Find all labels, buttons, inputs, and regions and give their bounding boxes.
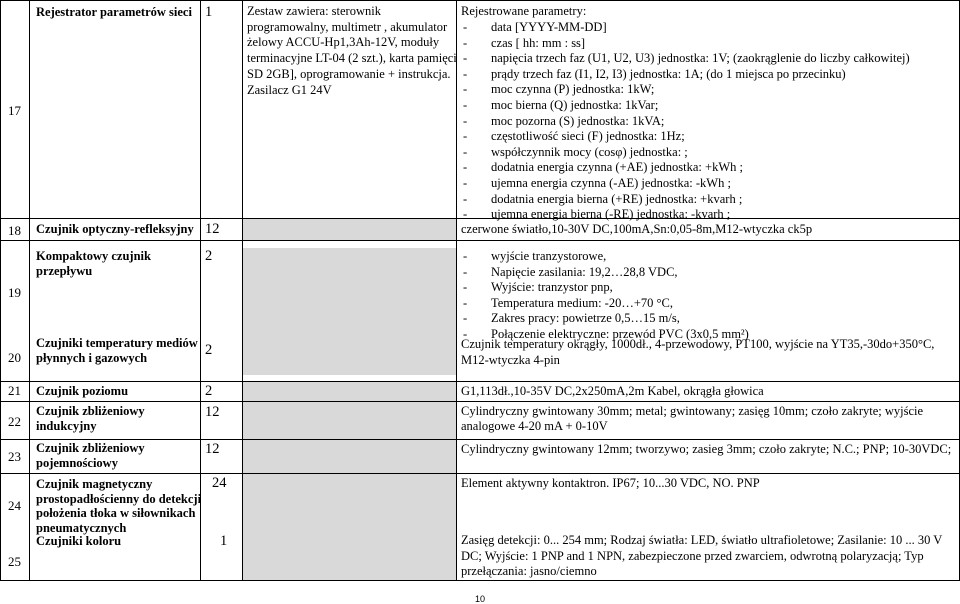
item-name	[36, 441, 145, 471]
shade-row19	[243, 248, 456, 335]
item-quantity: 12	[205, 221, 220, 237]
grid-h21	[0, 381, 960, 382]
item-spec	[461, 404, 923, 434]
row-number: 23	[8, 449, 21, 464]
item-name	[36, 336, 198, 366]
list-item: - prądy trzech faz (I1, I2, I3) jednostka: 1A; (do 1 miejsca po przecinku)	[461, 67, 910, 83]
item-spec: G1,113dł.,10-35V DC,2x250mA,2m Kabel, okrągła głowica	[461, 384, 764, 398]
shade-row24	[243, 473, 456, 531]
list-item: - współczynnik mocy (cosφ) jednostka: ;	[461, 145, 910, 161]
spec-line: M12-wtyczka 4-pin	[461, 353, 560, 367]
item-spec: Element aktywny kontaktron. IP67; 10...30 VDC, NO. PNP	[461, 476, 760, 490]
grid-h23	[0, 439, 960, 440]
spec-line: Cylindryczny gwintowany 30mm; metal; gwintowany; zasięg 10mm; czoło zakryte; wyjście	[461, 404, 924, 418]
grid-bottom	[0, 580, 960, 581]
name-line: pneumatycznych	[36, 520, 127, 535]
kit-line: żelowy ACCU-Hp1,3Ah-12V, moduły	[247, 35, 440, 50]
list-item: - moc czynna (P) jednostka: 1kW;	[461, 82, 910, 98]
row-number: 19	[8, 285, 21, 300]
shade-row23	[243, 439, 456, 473]
row-number: 18	[8, 223, 21, 238]
item-quantity: 2	[205, 248, 213, 264]
grid-v3	[242, 0, 243, 581]
flow-sensor-spec-list	[461, 249, 749, 343]
list-item: - Temperatura medium: -20…+70 °C,	[461, 296, 749, 312]
name-line: pojemnościowy	[36, 456, 118, 470]
item-name	[36, 249, 151, 279]
list-item: - Zakres pracy: powietrze 0,5…15 m/s,	[461, 311, 749, 327]
item-name: Czujnik poziomu	[36, 384, 129, 398]
list-item: - napięcia trzech faz (U1, U2, U3) jednostka: 1V; (zaokrąglenie do liczby całkowitej)	[461, 51, 910, 67]
name-line: Czujnik zbliżeniowy	[36, 404, 145, 418]
list-item: - czas [ hh: mm : ss]	[461, 36, 910, 52]
shade-row18	[243, 218, 456, 240]
row-number: 21	[8, 383, 21, 398]
row-number: 17	[8, 103, 21, 118]
list-item: - ujemna energia bierna (-RE) jednostka: -kvarh ;	[461, 207, 910, 223]
kit-line: Zestaw zawiera: sterownik	[247, 4, 381, 18]
grid-top	[0, 0, 960, 1]
list-item: - moc bierna (Q) jednostka: 1kVar;	[461, 98, 910, 114]
grid-h24	[0, 473, 960, 474]
list-item: - Połączenie elektryczne: przewód PVC (3x0,5 mm²)	[461, 327, 749, 343]
list-item: - dodatnia energia czynna (+AE) jednostka: +kWh ;	[461, 160, 910, 176]
list-item: - Napięcie zasilania: 19,2…28,8 VDC,	[461, 265, 749, 281]
name-line: indukcyjny	[36, 419, 97, 433]
page-number: 10	[474, 594, 485, 604]
item-name: Rejestrator parametrów sieci	[36, 5, 192, 19]
name-line: przepływu	[36, 264, 93, 278]
list-item: - Wyjście: tranzystor pnp,	[461, 280, 749, 296]
spec-line: Czujnik temperatury okrągły, 1000dł., 4-przewodowy, PT100, wyjście na YT35,-30do+350°C,	[461, 337, 935, 351]
row-number: 24	[8, 498, 21, 513]
name-line: położenia tłoka w siłownikach	[36, 506, 196, 520]
registered-parameters-list	[461, 20, 910, 223]
item-spec: Cylindryczny gwintowany 12mm; tworzywo; zasieg 3mm; czoło zakryte; N.C.; PNP; 10-30VDC;	[461, 442, 952, 456]
grid-h19	[0, 240, 960, 241]
item-spec: czerwone światło,10-30V DC,100mA,Sn:0,05-8m,M12-wtyczka ck5p	[461, 222, 813, 236]
list-item: - ujemna energia czynna (-AE) jednostka: -kWh ;	[461, 176, 910, 192]
item-quantity: 12	[205, 404, 220, 420]
row-number: 22	[8, 414, 21, 429]
grid-v1	[29, 0, 30, 581]
item-quantity: 2	[205, 342, 213, 358]
name-line: Czujnik zbliżeniowy	[36, 441, 145, 455]
shade-row22	[243, 401, 456, 439]
row-number: 20	[8, 350, 21, 365]
spec-line: przełączania: jasno/ciemno	[461, 564, 597, 578]
item-name	[36, 404, 145, 434]
item-name: Czujnik optyczny-refleksyjny	[36, 222, 194, 236]
item-quantity: 1	[220, 533, 228, 549]
item-spec	[461, 336, 934, 368]
list-item: - wyjście tranzystorowe,	[461, 249, 749, 265]
list-item: - moc pozorna (S) jednostka: 1kVA;	[461, 114, 910, 130]
item-spec	[461, 533, 942, 580]
name-line: Czujnik magnetyczny	[36, 477, 153, 491]
shade-row21	[243, 381, 456, 401]
spec-line: DC; Wyjście: 1 PNP and 1 NPN, zabezpieczone przed zwarciem, odwrotną polaryzacją; Typ	[461, 548, 924, 563]
name-line: płynnych i gazowych	[36, 351, 148, 365]
item-name	[36, 477, 201, 535]
list-item: - data [YYYY-MM-DD]	[461, 20, 910, 36]
shade-row25	[243, 531, 456, 580]
kit-line: programowalny, multimetr , akumulator	[247, 19, 448, 34]
kit-line: Zasilacz G1 24V	[247, 82, 332, 97]
item-quantity: 12	[205, 441, 220, 457]
spec-title: Rejestrowane parametry:	[461, 4, 587, 18]
spec-line: Zasięg detekcji: 0... 254 mm; Rodzaj światła: LED, światło ultrafioletowe; Zasilanie: 10 ... 30 V	[461, 533, 943, 547]
kit-description	[247, 4, 457, 98]
list-item: - częstotliwość sieci (F) jednostka: 1Hz;	[461, 129, 910, 145]
spec-line: analogowe 4-20 mA + 0-10V	[461, 419, 608, 433]
name-line: prostopadłościenny do detekcji	[36, 491, 202, 506]
item-quantity: 1	[205, 4, 213, 20]
item-quantity: 2	[205, 383, 213, 399]
grid-h22	[0, 401, 960, 402]
row-number: 25	[8, 554, 21, 569]
list-item: - dodatnia energia bierna (+RE) jednostka: +kvarh ;	[461, 192, 910, 208]
kit-line: SD 2GB], oprogramowanie + instrukcja.	[247, 66, 451, 81]
shade-row20	[243, 335, 456, 375]
item-name: Czujniki koloru	[36, 534, 122, 548]
name-line: Kompaktowy czujnik	[36, 249, 151, 263]
name-line: Czujniki temperatury mediów	[36, 336, 198, 350]
kit-line: terminacyjne LT-04 (2 szt.), karta pamięci	[247, 51, 457, 66]
item-quantity: 24	[212, 475, 227, 491]
